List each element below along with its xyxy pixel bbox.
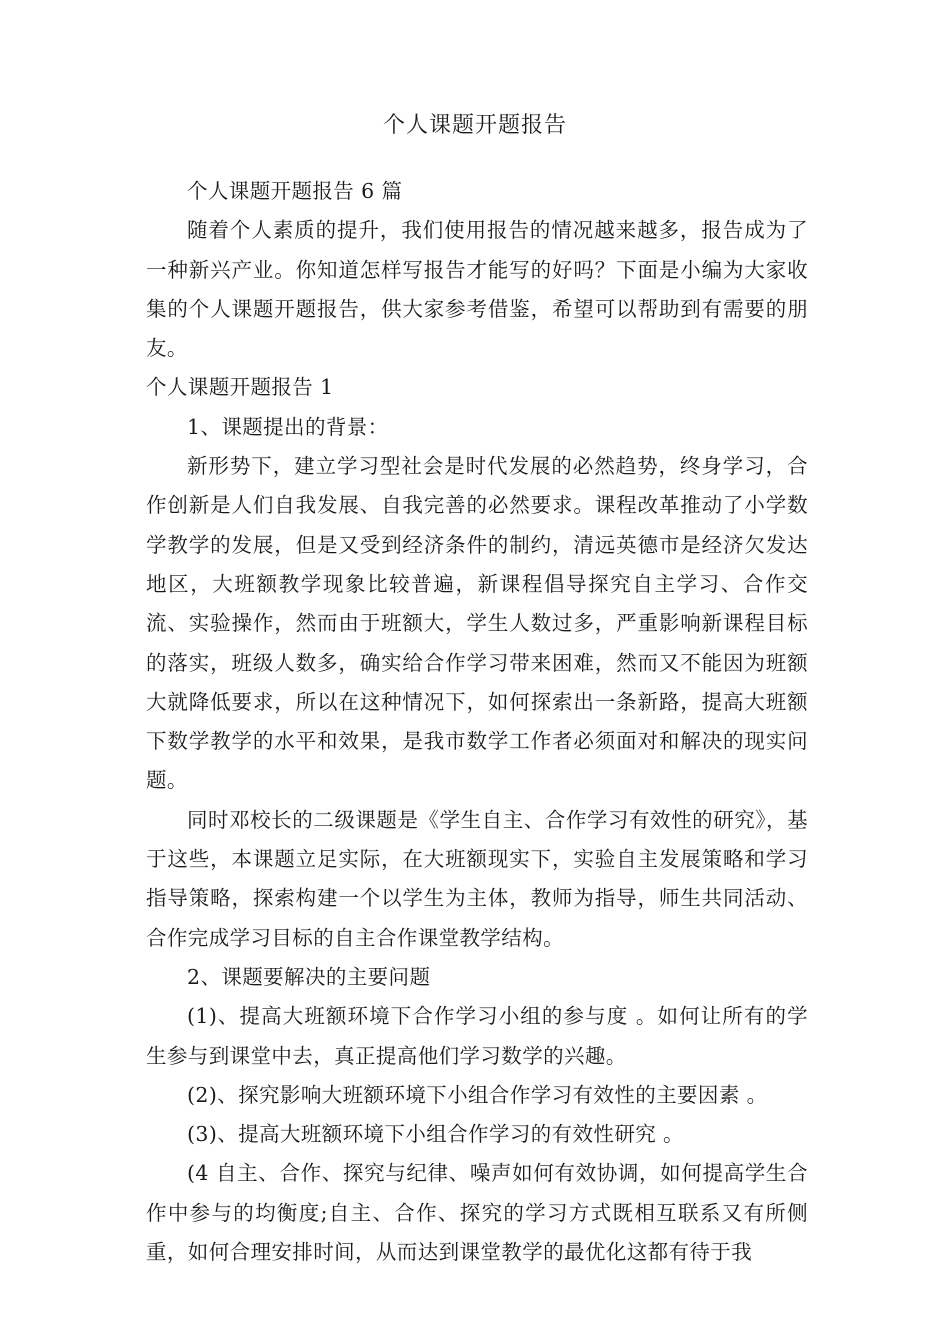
research-paragraph: 同时邓校长的二级课题是《学生自主、合作学习有效性的研究》，基于这些，本课题立足实际，在大班额现实下，实验自主发展策略和学习指导策略，探索构建一个以学生为主体，教师为指导，师生共同活动、合作完成学习目标的自主合作课堂教学结构。 xyxy=(146,807,808,950)
document-title: 个人课题开题报告 xyxy=(382,113,567,138)
intro-paragraph: 随着个人素质的提升，我们使用报告的情况越来越多，报告成为了一种新兴产业。你知道怎样写报告才能写的好吗？下面是小编为大家收集的个人课题开题报告，供大家参考借鉴，希望可以帮助到有需要的朋友。 xyxy=(146,218,808,361)
subsection-heading-problems: 2、课题要解决的主要问题 xyxy=(187,964,431,989)
problem-item-4: (4 自主、合作、探究与纪律、噪声如何有效协调，如何提高学生合作中参与的均衡度;自主、合作、探究的学习方式既相互联系又有所侧重，如何合理安排时间，从而达到课堂教学的最优化这都有待于我 xyxy=(146,1161,808,1265)
problem-item-2: (2)、探究影响大班额环境下小组合作学习有效性的主要因素 。 xyxy=(187,1082,768,1107)
section-heading: 个人课题开题报告 1 xyxy=(146,375,334,400)
document-body xyxy=(146,172,808,1272)
subtitle-paragraph: 个人课题开题报告 6 篇 xyxy=(187,179,403,203)
subsection-heading-background: 1、课题提出的背景： xyxy=(187,414,389,439)
background-paragraph: 新形势下，建立学习型社会是时代发展的必然趋势，终身学习，合作创新是人们自我发展、自我完善的必然要求。课程改革推动了小学数学教学的发展，但是又受到经济条件的制约，清远英德市是经济欠发达地区，大班额教学现象比较普遍，新课程倡导探究自主学习、合作交流、实验操作，然而由于班额大，学生人数过多，严重影响新课程目标的落实，班级人数多，确实给合作学习带来困难，然而又不能因为班额大就降低要求，所以在这种情况下，如何探索出一条新路，提高大班额下数学教学的水平和效果，是我市数学工作者必须面对和解决的现实问题。 xyxy=(146,454,808,793)
problem-item-1: (1)、提高大班额环境下合作学习小组的参与度 。如何让所有的学生参与到课堂中去，真正提高他们学习数学的兴趣。 xyxy=(146,1004,808,1068)
problem-item-3: (3)、提高大班额环境下小组合作学习的有效性研究 。 xyxy=(187,1122,684,1147)
